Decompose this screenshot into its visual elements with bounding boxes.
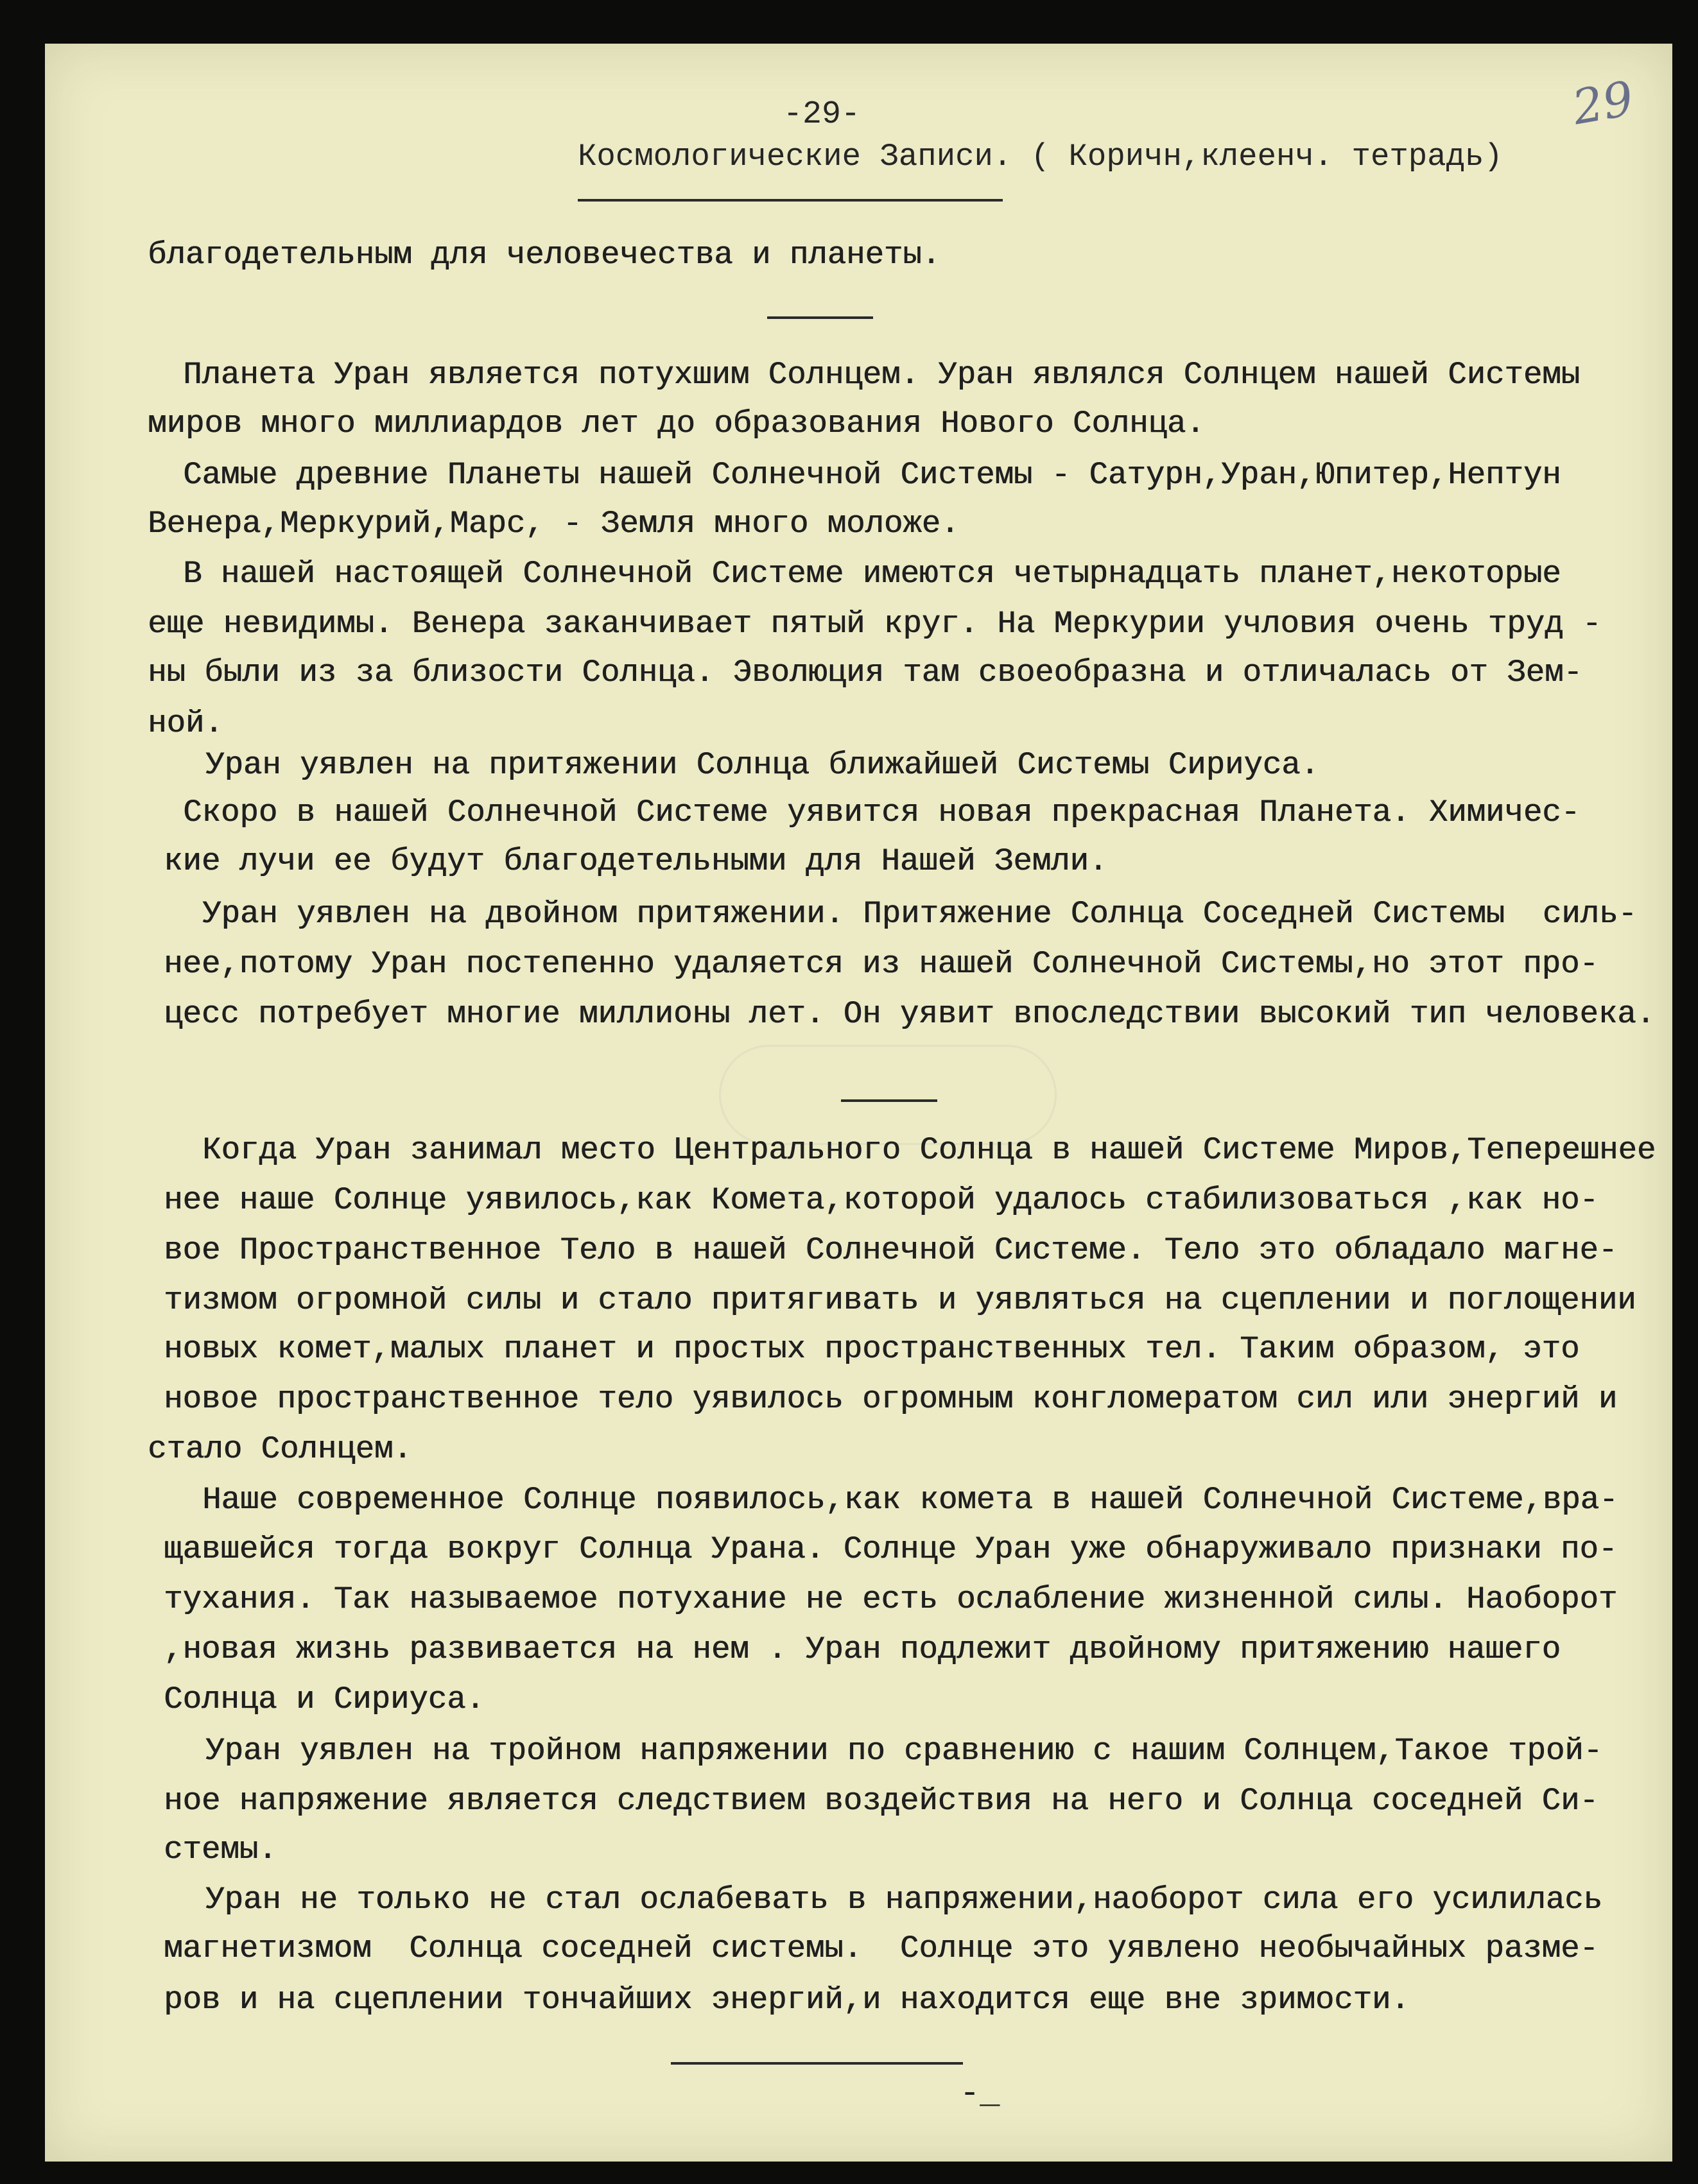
faint-watermark xyxy=(719,1045,1057,1145)
section-divider xyxy=(767,316,873,319)
closing-marks: -_ xyxy=(960,2075,1000,2113)
text-line: ной. xyxy=(148,705,223,741)
text-line: нее,потому Уран постепенно удаляется из нашей Солнечной Системы,но этот про- xyxy=(164,946,1598,982)
text-line: нее наше Солнце уявилось,как Комета,которой удалось стабилизоваться ,как но- xyxy=(164,1182,1598,1218)
text-line: тизмом огромной силы и стало притягивать и уявляться на сцеплении и поглощении xyxy=(164,1282,1636,1318)
text-line: стало Солнцем. xyxy=(148,1431,412,1467)
text-line: ,новая жизнь развивается на нем . Уран подлежит двойному притяжению нашего xyxy=(164,1631,1561,1667)
text-line: магнетизмом Солнца соседней системы. Солнце это уявлено необычайных разме- xyxy=(164,1930,1598,1966)
text-line: щавшейся тогда вокруг Солнца Урана. Солнце Уран уже обнаруживало признаки по- xyxy=(164,1531,1618,1567)
text-line: Уран не только не стал ослабевать в напряжении,наоборот сила его усилилась xyxy=(205,1882,1602,1918)
text-line: еще невидимы. Венера заканчивает пятый круг. На Меркурии учловия очень труд - xyxy=(148,606,1602,642)
title-underline xyxy=(578,199,1003,202)
section-divider xyxy=(841,1099,937,1102)
text-line: В нашей настоящей Солнечной Системе имеются четырнадцать планет,некоторые xyxy=(183,556,1561,592)
text-line: миров много миллиардов лет до образования Нового Солнца. xyxy=(148,406,1205,442)
text-line: тухания. Так называемое потухание не есть ослабление жизненной силы. Наоборот xyxy=(164,1581,1618,1617)
text-line: стемы. xyxy=(164,1832,277,1868)
text-line: кие лучи ее будут благодетельными для Нашей Земли. xyxy=(164,843,1108,879)
text-line: Уран уявлен на двойном притяжении. Притяжение Солнца Соседней Системы силь- xyxy=(202,896,1637,932)
text-line: Когда Уран занимал место Центрального Солнца в нашей Системе Миров,Теперешнее xyxy=(202,1132,1656,1168)
text-line: Уран уявлен на тройном напряжении по сравнению с нашим Солнцем,Такое трой- xyxy=(205,1733,1602,1769)
text-line: Солнца и Сириуса. xyxy=(164,1681,485,1717)
text-line: вое Пространственное Тело в нашей Солнечной Системе. Тело это обладало магне- xyxy=(164,1232,1618,1268)
text-line: Венера,Меркурий,Марс, - Земля много моложе. xyxy=(148,506,960,542)
text-line: ное напряжение является следствием воздействия на него и Солнца соседней Си- xyxy=(164,1783,1598,1819)
text-line: благодетельным для человечества и планеты. xyxy=(148,237,941,273)
text-line: Планета Уран является потухшим Солнцем. Уран являлся Солнцем нашей Системы xyxy=(183,357,1580,393)
text-line: Самые древние Планеты нашей Солнечной Системы - Сатурн,Уран,Юпитер,Нептун xyxy=(183,457,1561,493)
paper-sheet xyxy=(45,44,1672,2162)
text-line: Уран уявлен на притяжении Солнца ближайшей Системы Сириуса. xyxy=(205,747,1319,783)
page-number: -29- xyxy=(783,96,861,133)
text-line: ны были из за близости Солнца. Эволюция там своеобразна и отличалась от Зем- xyxy=(148,655,1582,691)
text-line: Скоро в нашей Солнечной Системе уявится новая прекрасная Планета. Химичес- xyxy=(183,795,1580,830)
handwritten-folio-number: 29 xyxy=(1568,71,1638,136)
text-line: новых комет,малых планет и простых пространственных тел. Таким образом, это xyxy=(164,1331,1580,1367)
closing-divider xyxy=(671,2062,963,2065)
text-line: ров и на сцеплении тончайших энергий,и находится еще вне зримости. xyxy=(164,1982,1410,2018)
document-title: Космологические Записи. ( Коричн,клеенч. тетрадь) xyxy=(578,139,1503,175)
text-line: Наше современное Солнце появилось,как комета в нашей Солнечной Системе,вра- xyxy=(202,1482,1618,1518)
text-line: новое пространственное тело уявилось огромным конгломератом сил или энергий и xyxy=(164,1381,1618,1417)
text-line: цесс потребует многие миллионы лет. Он уявит впоследствии высокий тип человека. xyxy=(164,996,1655,1032)
